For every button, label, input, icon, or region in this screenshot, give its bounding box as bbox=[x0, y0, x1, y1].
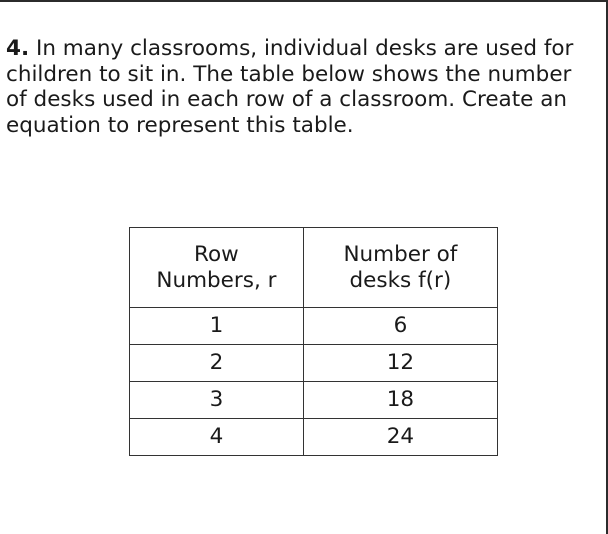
header-row-numbers-line1: Row bbox=[194, 241, 239, 267]
row-number-cell: 3 bbox=[130, 382, 304, 419]
row-number-cell: 1 bbox=[130, 308, 304, 345]
problem-text: In many classrooms, individual desks are used for children to sit in. The table below shows the number of desks used in each row of a classroom. Create an equation to represent this table. bbox=[6, 36, 574, 138]
header-number-of-desks-line2: desks f(r) bbox=[349, 267, 452, 293]
table-row bbox=[130, 419, 498, 456]
desks-cell: 6 bbox=[303, 308, 497, 345]
desks-cell: 18 bbox=[303, 382, 497, 419]
row-number-cell: 2 bbox=[130, 345, 304, 382]
table-header-row bbox=[130, 228, 498, 308]
desks-cell: 12 bbox=[303, 345, 497, 382]
row-number-cell: 4 bbox=[130, 419, 304, 456]
table-row bbox=[130, 345, 498, 382]
table-row bbox=[130, 308, 498, 345]
header-number-of-desks bbox=[303, 228, 497, 308]
header-row-numbers bbox=[130, 228, 304, 308]
desks-cell: 24 bbox=[303, 419, 497, 456]
header-row-numbers-line2: Numbers, r bbox=[156, 267, 277, 293]
problem-number: 4. bbox=[6, 36, 30, 61]
desks-table bbox=[129, 227, 498, 456]
header-number-of-desks-line1: Number of bbox=[343, 241, 458, 267]
table-row bbox=[130, 382, 498, 419]
problem-statement bbox=[6, 36, 596, 138]
